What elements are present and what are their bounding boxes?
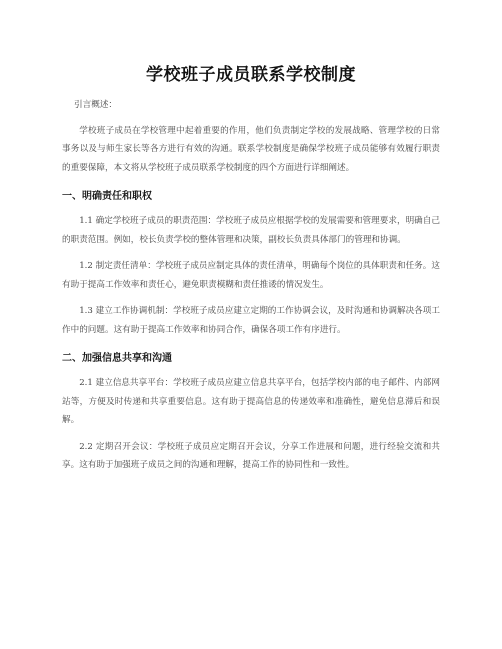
intro-paragraph: 学校班子成员在学校管理中起着重要的作用，他们负责制定学校的发展战略、管理学校的日常事务以及与师生家长等各方进行有效的沟通。联系学校制度是确保学校班子成员能够有效履行职责的重要保障，本文将从学校班子成员联系学校制度的四个方面进行详细阐述。 [62, 125, 440, 173]
intro-label: 引言概述： [74, 100, 118, 110]
section-heading-1: 一、明确责任和职权 [62, 191, 152, 202]
page-title: 学校班子成员联系学校制度 [146, 65, 356, 85]
section-1-paragraph-3: 1.3 建立工作协调机制：学校班子成员应建立定期的工作协调会议，及时沟通和协调解决各项工作中的问题。这有助于提高工作效率和协同合作，确保各项工作有序进行。 [62, 306, 440, 335]
section-heading-2: 二、加强信息共享和沟通 [62, 353, 172, 364]
section-2-paragraph-2: 2.2 定期召开会议：学校班子成员应定期召开会议，分享工作进展和问题，进行经验交流和共享。这有助于加强班子成员之间的沟通和理解，提高工作的协同性和一致性。 [62, 441, 440, 470]
section-1-paragraph-1: 1.1 确定学校班子成员的职责范围：学校班子成员应根据学校的发展需要和管理要求，明确自己的职责范围。例如，校长负责学校的整体管理和决策，副校长负责具体部门的管理和协调。 [62, 216, 440, 245]
document-body [62, 96, 440, 483]
section-2-paragraph-1: 2.1 建立信息共享平台：学校班子成员应建立信息共享平台，包括学校内部的电子邮件、内部网站等，方便及时传递和共享重要信息。这有助于提高信息的传递效率和准确性，避免信息滞后和误解。 [62, 378, 440, 425]
section-1-paragraph-2: 1.2 制定责任清单：学校班子成员应制定具体的责任清单，明确每个岗位的具体职责和任务。这有助于提高工作效率和责任心，避免职责模糊和责任推诿的情况发生。 [62, 261, 440, 290]
